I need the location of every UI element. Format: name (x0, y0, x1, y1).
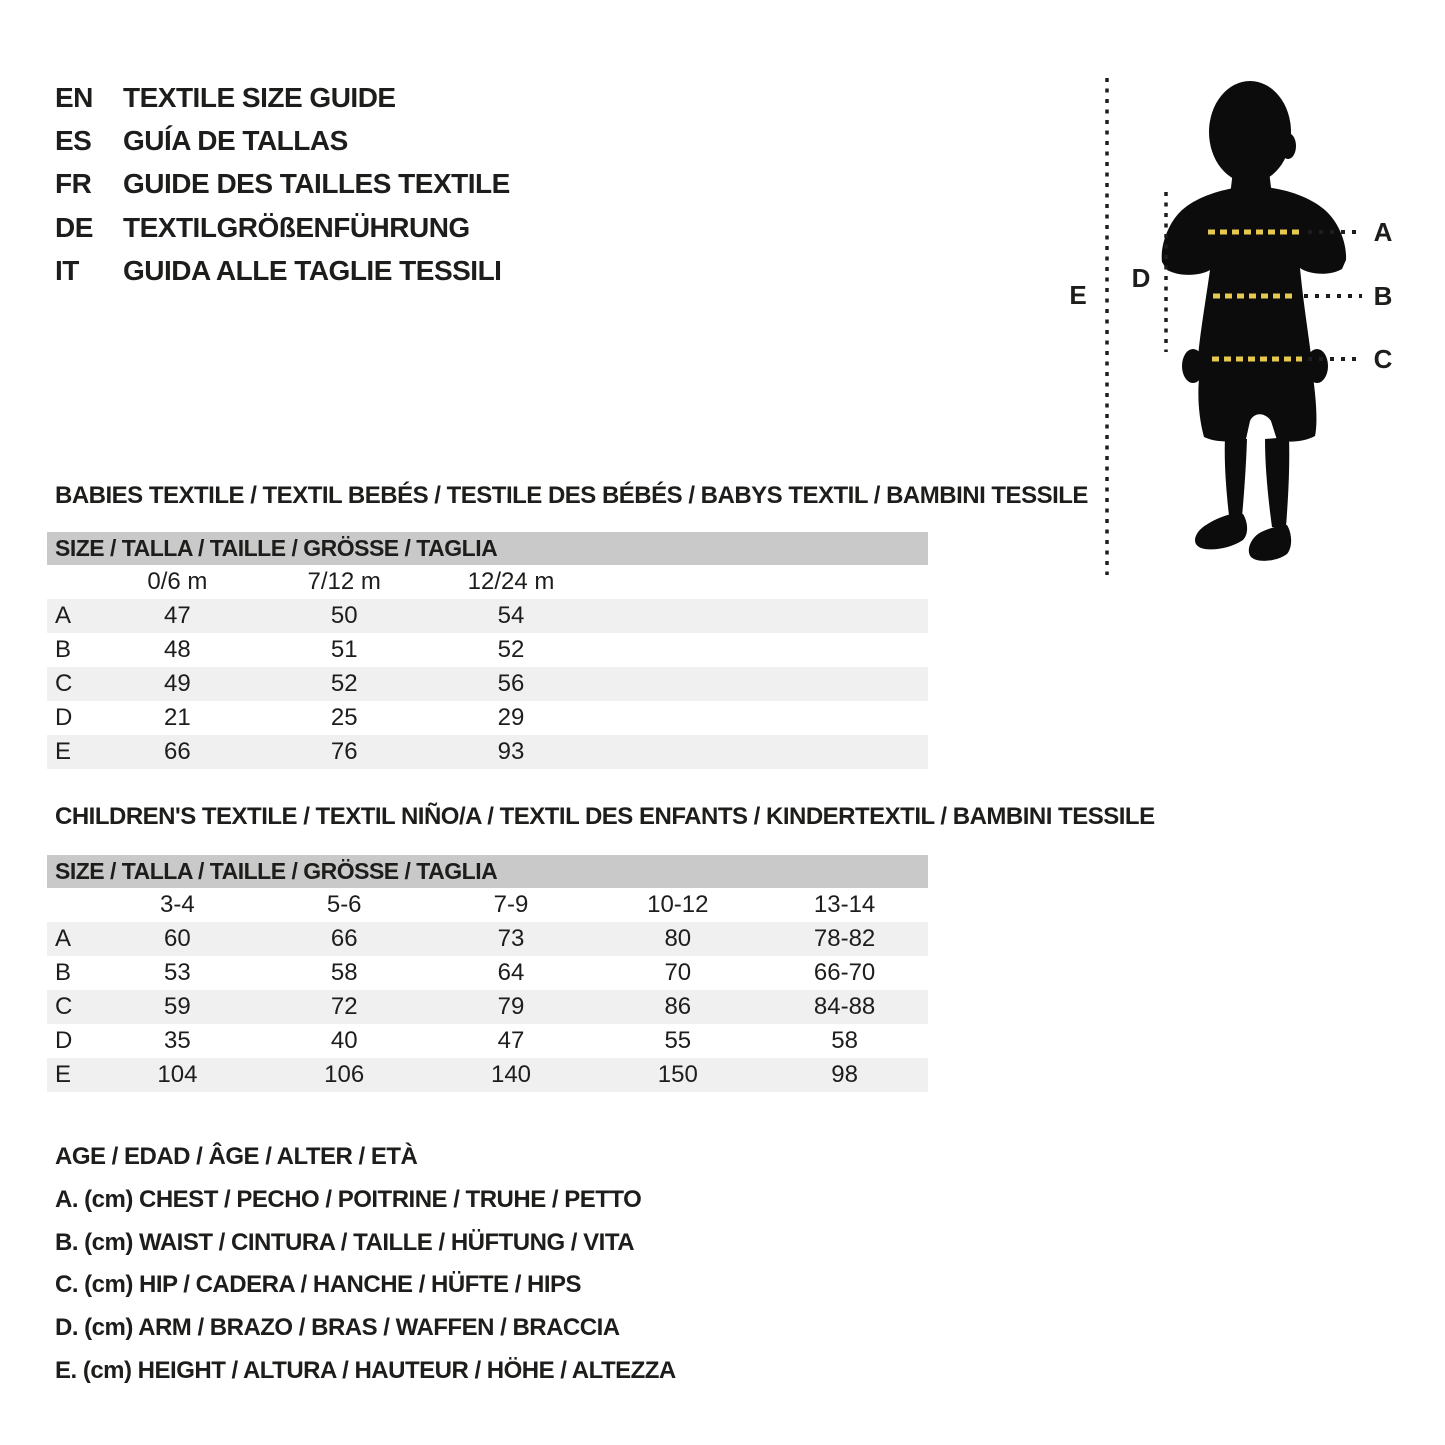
legend-line: E. (cm) HEIGHT / ALTURA / HAUTEUR / HÖHE / ALTEZZA (55, 1356, 676, 1384)
language-row (55, 119, 510, 162)
children-table-size-header: SIZE / TALLA / TAILLE / GRÖSSE / TAGLIA (47, 855, 928, 888)
table-cell: 66-70 (813, 959, 876, 986)
language-row (55, 206, 510, 249)
silhouette-ear (1280, 133, 1296, 159)
column-header: 10-12 (647, 891, 709, 918)
empty-corner-cell (47, 888, 94, 922)
language-code: IT (55, 254, 79, 286)
table-row (47, 956, 928, 990)
row-label: E (55, 738, 72, 765)
table-cell: 51 (330, 636, 358, 663)
table-cell: 58 (831, 1027, 858, 1054)
table-row (47, 1058, 928, 1092)
table-cell: 106 (324, 1061, 365, 1088)
table-cell: 58 (330, 959, 358, 986)
table-cell: 49 (164, 670, 191, 697)
table-cell: 25 (330, 704, 358, 731)
measure-label-a: A (1373, 217, 1393, 247)
table-cell: 140 (490, 1061, 532, 1088)
table-cell: 64 (497, 959, 525, 986)
row-label: D (55, 1027, 73, 1054)
table-cell: 54 (497, 602, 525, 629)
table-row (47, 633, 928, 667)
column-header: 5-6 (326, 891, 362, 918)
legend-line: B. (cm) WAIST / CINTURA / TAILLE / HÜFTUNG / VITA (55, 1228, 635, 1256)
silhouette-left-shoe (1195, 514, 1247, 549)
table-cell: 66 (330, 925, 358, 952)
column-header: 13-14 (813, 891, 876, 918)
table-row (47, 599, 928, 633)
silhouette-shorts (1198, 370, 1316, 442)
row-label: B (55, 636, 72, 663)
babies-column-header-row (47, 565, 928, 599)
table-cell: 70 (664, 959, 692, 986)
table-cell: 84-88 (813, 993, 876, 1020)
table-cell: 104 (157, 1061, 198, 1088)
measure-label-b: B (1373, 281, 1393, 311)
table-cell: 150 (657, 1061, 698, 1088)
measure-label-c: C (1373, 344, 1393, 374)
babies-table (47, 532, 928, 769)
language-code: FR (55, 168, 92, 200)
row-label: B (55, 959, 72, 986)
language-code: DE (55, 211, 93, 243)
table-cell: 50 (330, 602, 358, 629)
table-cell: 78-82 (813, 925, 876, 952)
silhouette-right-leg (1265, 437, 1289, 527)
guide-title: GUÍA DE TALLAS (123, 124, 348, 156)
table-cell: 47 (497, 1027, 525, 1054)
row-label: A (55, 602, 72, 629)
silhouette-right-shoe (1249, 525, 1291, 561)
table-cell: 35 (164, 1027, 191, 1054)
row-label: D (55, 704, 73, 731)
children-column-header-row (47, 888, 928, 922)
child-silhouette (1162, 81, 1346, 561)
table-row (47, 990, 928, 1024)
table-row (47, 735, 928, 769)
table-cell: 48 (164, 636, 191, 663)
legend-line: D. (cm) ARM / BRAZO / BRAS / WAFFEN / BRACCIA (55, 1314, 620, 1342)
table-cell: 53 (164, 959, 191, 986)
legend-line: AGE / EDAD / ÂGE / ALTER / ETÀ (55, 1143, 418, 1170)
children-table (47, 855, 928, 1092)
language-code: EN (55, 81, 93, 113)
table-cell: 98 (831, 1061, 858, 1088)
legend-line: C. (cm) HIP / CADERA / HANCHE / HÜFTE / HIPS (55, 1271, 582, 1299)
table-cell: 52 (330, 670, 358, 697)
language-row (55, 163, 510, 206)
language-row (55, 249, 510, 292)
language-code: ES (55, 124, 92, 156)
table-cell: 47 (164, 602, 191, 629)
silhouette-left-leg (1225, 437, 1247, 517)
column-header: 0/6 m (147, 568, 208, 595)
table-cell: 72 (330, 993, 358, 1020)
measure-label-e: E (1069, 280, 1087, 310)
table-cell: 79 (497, 993, 525, 1020)
table-cell: 59 (164, 993, 191, 1020)
language-title-list (55, 76, 510, 292)
table-cell: 76 (330, 738, 358, 765)
language-row (55, 76, 510, 119)
guide-title: TEXTILE SIZE GUIDE (123, 81, 396, 113)
row-label: E (55, 1061, 72, 1088)
empty-corner-cell (47, 565, 94, 599)
table-cell: 29 (497, 704, 525, 731)
guide-title: TEXTILGRÖßENFÜHRUNG (123, 211, 470, 243)
table-cell: 21 (164, 704, 191, 731)
table-cell: 93 (497, 738, 525, 765)
table-cell: 52 (497, 636, 525, 663)
table-cell: 80 (664, 925, 692, 952)
children-section-title: CHILDREN'S TEXTILE / TEXTIL NIÑO/A / TEXTIL DES ENFANTS / KINDERTEXTIL / BAMBINI TESSILE (55, 803, 1155, 830)
row-label: C (55, 993, 73, 1020)
table-row (47, 667, 928, 701)
column-header: 7/12 m (307, 568, 381, 595)
column-header: 3-4 (160, 891, 195, 918)
table-row (47, 1024, 928, 1058)
table-cell: 40 (330, 1027, 358, 1054)
babies-section-title: BABIES TEXTILE / TEXTIL BEBÉS / TESTILE DES BÉBÉS / BABYS TEXTIL / BAMBINI TESSILE (55, 482, 1088, 509)
silhouette-shirt (1162, 185, 1346, 373)
table-cell: 86 (664, 993, 692, 1020)
table-cell: 66 (164, 738, 191, 765)
row-label: A (55, 925, 72, 952)
measure-label-d: D (1131, 263, 1151, 293)
column-header: 12/24 m (467, 568, 555, 595)
legend-line: A. (cm) CHEST / PECHO / POITRINE / TRUHE / PETTO (55, 1185, 642, 1213)
table-row (47, 922, 928, 956)
child-silhouette-figure (1050, 70, 1410, 590)
table-cell: 56 (497, 670, 525, 697)
table-row (47, 701, 928, 735)
guide-title: GUIDA ALLE TAGLIE TESSILI (123, 254, 502, 286)
table-cell: 60 (164, 925, 191, 952)
table-cell: 73 (497, 925, 525, 952)
measurement-legend (55, 1136, 676, 1393)
column-header: 7-9 (493, 891, 529, 918)
babies-table-size-header: SIZE / TALLA / TAILLE / GRÖSSE / TAGLIA (47, 532, 928, 565)
row-label: C (55, 670, 73, 697)
table-cell: 55 (664, 1027, 692, 1054)
guide-title: GUIDE DES TAILLES TEXTILE (123, 168, 510, 200)
